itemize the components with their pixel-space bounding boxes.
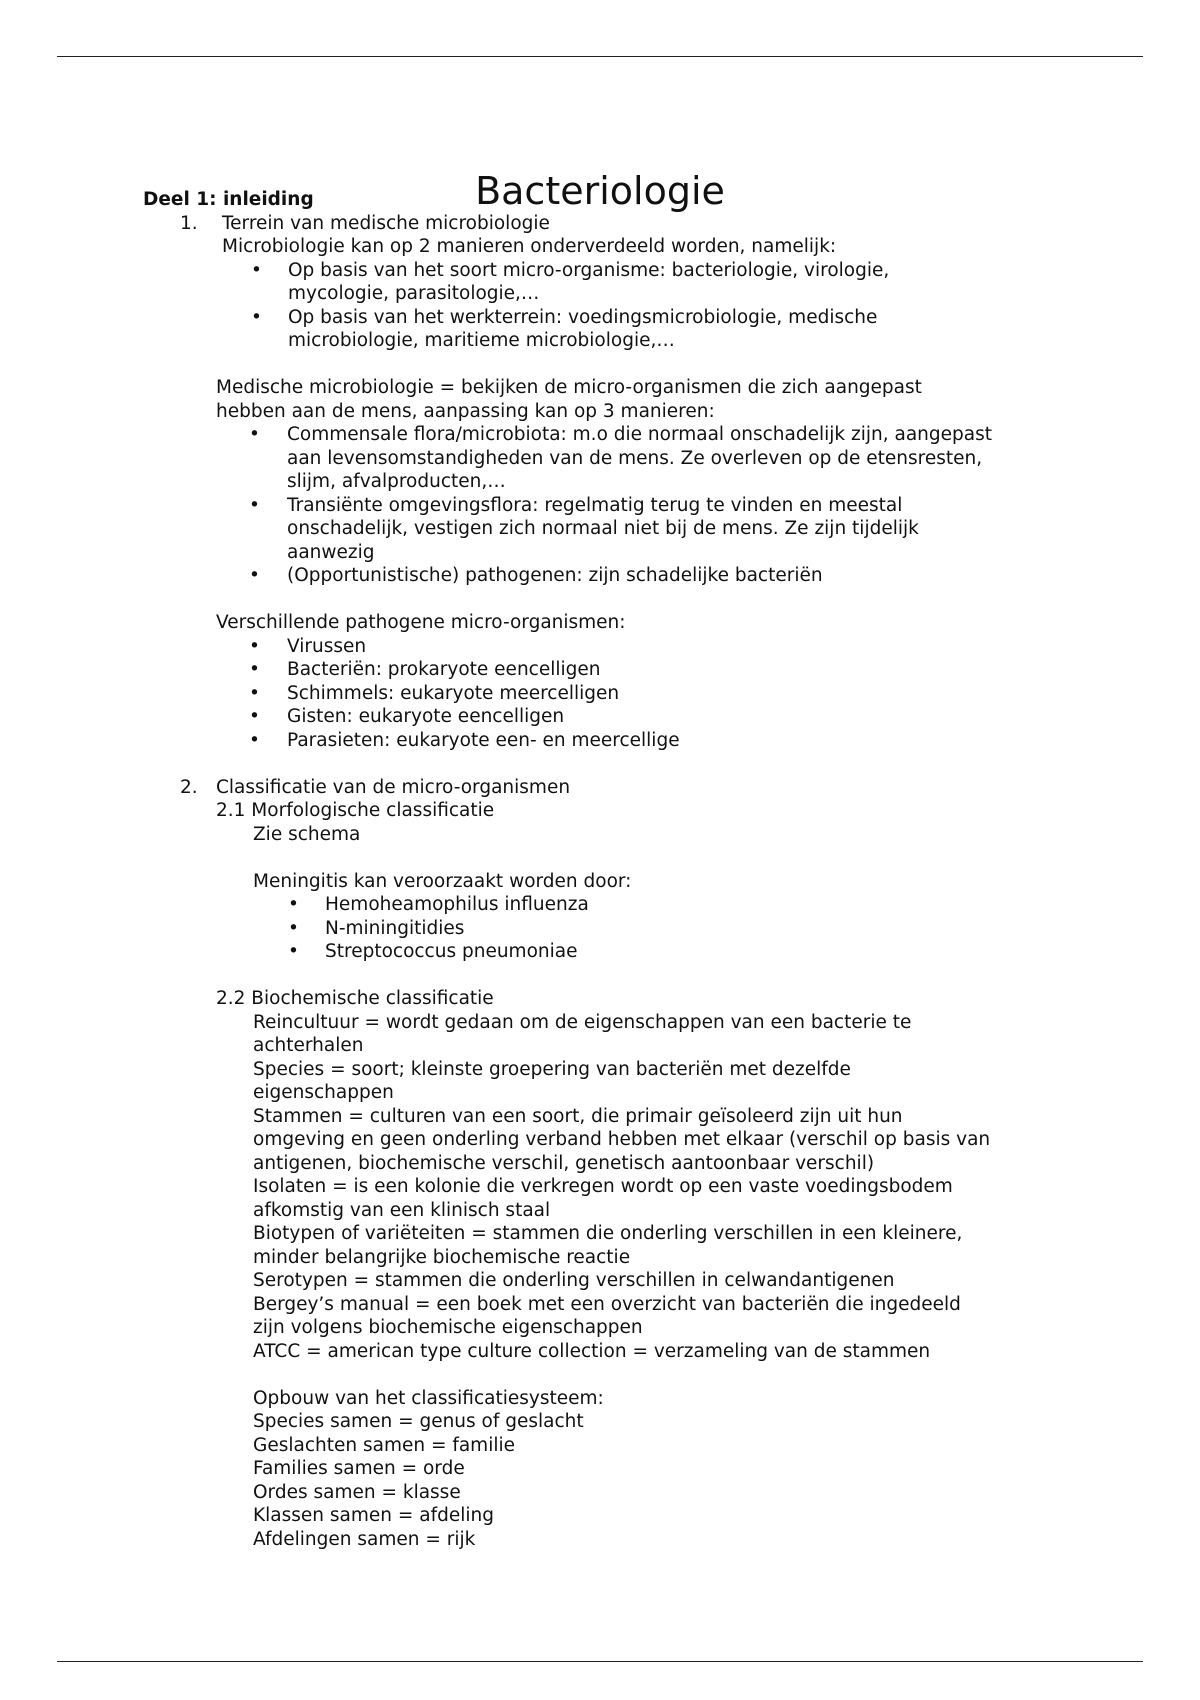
header-rule	[57, 56, 1143, 57]
list-item: • Virussen	[249, 635, 367, 657]
hierarchy-line: Families samen = orde	[253, 1458, 465, 1479]
list-item: • N-miningitidies	[288, 917, 465, 939]
bullet-icon: •	[249, 706, 260, 727]
list-item-continuation: onschadelijk, vestigen zich normaal niet bij de mens. Ze zijn tijdelijk	[287, 518, 919, 539]
paragraph-line: Microbiologie kan op 2 manieren onderverdeeld worden, namelijk:	[222, 236, 837, 257]
list-item: • Gisten: eukaryote eencelligen	[249, 706, 565, 727]
bullet-icon: •	[249, 565, 260, 586]
section-number: 1.	[180, 212, 198, 234]
list-item-continuation: aan levensomstandigheden van de mens. Ze overleven op de etensresten,	[287, 447, 983, 469]
paragraph-line: Bergey’s manual = een boek met een overzicht van bacteriën die ingedeeld	[253, 1293, 961, 1315]
bullet-icon: •	[249, 682, 260, 704]
footer-rule	[57, 1661, 1143, 1662]
bullet-icon: •	[249, 635, 260, 657]
paragraph-line: omgeving en geen onderling verband hebben met elkaar (verschil op basis van	[253, 1129, 991, 1150]
list-item: • Parasieten: eukaryote een- en meercellige	[249, 729, 680, 751]
section-2-heading	[0, 776, 1200, 800]
paragraph-line: Species = soort; kleinste groepering van bacteriën met dezelfde	[253, 1058, 851, 1080]
list-item: • Op basis van het soort micro-organisme: bacteriologie, virologie,	[251, 259, 890, 281]
section-number: 2.	[180, 776, 198, 798]
paragraph-line: antigenen, biochemische verschil, genetisch aantoonbaar verschil)	[253, 1152, 875, 1174]
bullet-icon: •	[249, 659, 260, 680]
paragraph-line: Isolaten = is een kolonie die verkregen wordt op een vaste voedingsbodem	[253, 1176, 953, 1197]
subsection-heading: 2.1 Morfologische classificatie	[216, 800, 495, 821]
paragraph-line: zijn volgens biochemische eigenschappen	[253, 1317, 643, 1338]
paragraph-line: ATCC = american type culture collection = verzameling van de stammen	[253, 1340, 931, 1362]
paragraph-line: Reincultuur = wordt gedaan om de eigenschappen van een bacterie te	[253, 1011, 912, 1033]
section-title: Terrein van medische microbiologie	[222, 212, 550, 234]
section-title: Classificatie van de micro-organismen	[216, 776, 571, 798]
list-item-continuation: mycologie, parasitologie,…	[288, 283, 540, 304]
paragraph-line: Serotypen = stammen die onderling verschillen in celwandantigenen	[253, 1270, 895, 1291]
document-title: Bacteriologie	[475, 169, 725, 214]
list-item: • Schimmels: eukaryote meercelligen	[249, 682, 620, 704]
paragraph-line: afkomstig van een klinisch staal	[253, 1199, 551, 1221]
list-item: • Transiënte omgevingsflora: regelmatig terug te vinden en meestal	[249, 494, 903, 516]
list-item-continuation: aanwezig	[287, 541, 375, 563]
bullet-icon: •	[288, 894, 299, 915]
bullet-icon: •	[251, 306, 262, 328]
list-item: • Streptococcus pneumoniae	[288, 941, 578, 962]
list-item: • Commensale flora/microbiota: m.o die normaal onschadelijk zijn, aangepast	[249, 424, 992, 445]
list-item: • (Opportunistische) pathogenen: zijn schadelijke bacteriën	[249, 565, 823, 586]
bullet-icon: •	[249, 424, 260, 445]
hierarchy-line: Ordes samen = klasse	[253, 1481, 461, 1503]
list-item: • Op basis van het werkterrein: voedingsmicrobiologie, medische	[251, 306, 878, 328]
document-body	[0, 188, 1200, 1551]
paragraph-line: minder belangrijke biochemische reactie	[253, 1246, 631, 1268]
bullet-icon: •	[249, 729, 260, 751]
paragraph-line: achterhalen	[253, 1035, 364, 1056]
paragraph-line: hebben aan de mens, aanpassing kan op 3 manieren:	[216, 400, 715, 422]
hierarchy-line: Klassen samen = afdeling	[253, 1505, 494, 1526]
bullet-icon: •	[251, 259, 262, 281]
paragraph-line: eigenschappen	[253, 1082, 394, 1103]
bullet-icon: •	[288, 917, 299, 939]
part-heading: Deel 1: inleiding	[143, 189, 314, 210]
paragraph-line: Opbouw van het classificatiesysteem:	[253, 1387, 604, 1409]
bullet-icon: •	[288, 941, 299, 962]
paragraph-line: Biotypen of variëteiten = stammen die onderling verschillen in een kleinere,	[253, 1223, 963, 1244]
list-item-continuation: microbiologie, maritieme microbiologie,…	[288, 330, 675, 351]
list-item-continuation: slijm, afvalproducten,…	[287, 471, 506, 492]
list-item: • Bacteriën: prokaryote eencelligen	[249, 659, 601, 680]
hierarchy-line: Geslachten samen = familie	[253, 1434, 516, 1456]
paragraph-line: Medische microbiologie = bekijken de micro-organismen die zich aangepast	[216, 377, 922, 398]
section-1-heading	[0, 212, 1200, 236]
subsection-heading: 2.2 Biochemische classificatie	[216, 988, 494, 1009]
list-item: • Hemoheamophilus influenza	[288, 894, 589, 915]
paragraph-line: Stammen = culturen van een soort, die primair geïsoleerd zijn uit hun	[253, 1105, 903, 1127]
hierarchy-line: Afdelingen samen = rijk	[253, 1528, 476, 1550]
hierarchy-line: Species samen = genus of geslacht	[253, 1411, 584, 1432]
paragraph-line: Verschillende pathogene micro-organismen:	[216, 612, 626, 633]
paragraph-line: Meningitis kan veroorzaakt worden door:	[253, 870, 632, 892]
bullet-icon: •	[249, 494, 260, 516]
paragraph-line: Zie schema	[253, 823, 361, 845]
